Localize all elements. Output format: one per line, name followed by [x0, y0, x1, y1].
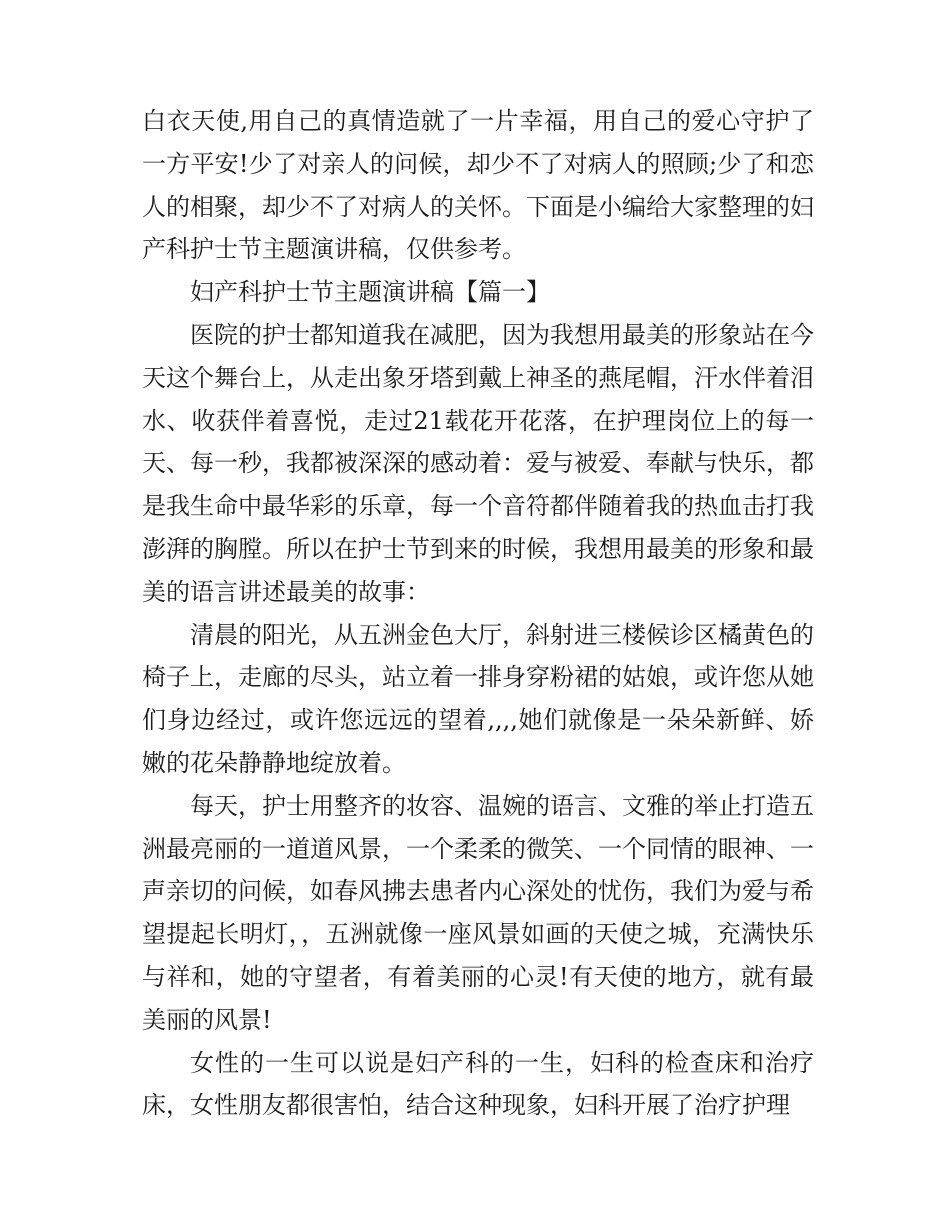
body-paragraph: 医院的护士都知道我在减肥，因为我想用最美的形象站在今天这个舞台上，从走出象牙塔到戴上神圣的燕尾帽，汗水伴着泪水、收获伴着喜悦，走过21载花开花落，在护理岗位上的每一天、每一秒，我都被深深的感动着：爱与被爱、奉献与快乐，都是我生命中最华彩的乐章，每一个音符都伴随着我的热血击打我澎湃的胸膛。所以在护士节到来的时候，我想用最美的形象和最美的语言讲述最美的故事：	[142, 320, 814, 606]
intro-paragraph: 白衣天使,用自己的真情造就了一片幸福，用自己的爱心守护了一方平安!少了对亲人的问候，却少不了对病人的照顾;少了和恋人的相聚，却少不了对病人的关怀。下面是小编给大家整理的妇产科护士节主题演讲稿，仅供参考。	[142, 107, 814, 264]
body-paragraph: 清晨的阳光，从五洲金色大厅，斜射进三楼候诊区橘黄色的椅子上，走廊的尽头，站立着一排身穿粉裙的姑娘，或许您从她们身边经过，或许您远远的望着,,,,她们就像是一朵朵新鲜、娇嫩的花朵静静地绽放着。	[142, 620, 814, 777]
document-body	[142, 100, 814, 1127]
body-paragraph: 女性的一生可以说是妇产科的一生，妇科的检查床和治疗床，女性朋友都很害怕，结合这种现象，妇科开展了治疗护理	[142, 1048, 814, 1120]
body-paragraph: 每天，护士用整齐的妆容、温婉的语言、文雅的举止打造五洲最亮丽的一道道风景，一个柔柔的微笑、一个同情的眼神、一声亲切的问候，如春风拂去患者内心深处的忧伤，我们为爱与希望提起长明灯，，五洲就像一座风景如画的天使之城，充满快乐与祥和，她的守望者，有着美丽的心灵!有天使的地方，就有最美丽的风景!	[142, 791, 814, 1034]
section-heading: 妇产科护士节主题演讲稿【篇一】	[190, 278, 550, 307]
